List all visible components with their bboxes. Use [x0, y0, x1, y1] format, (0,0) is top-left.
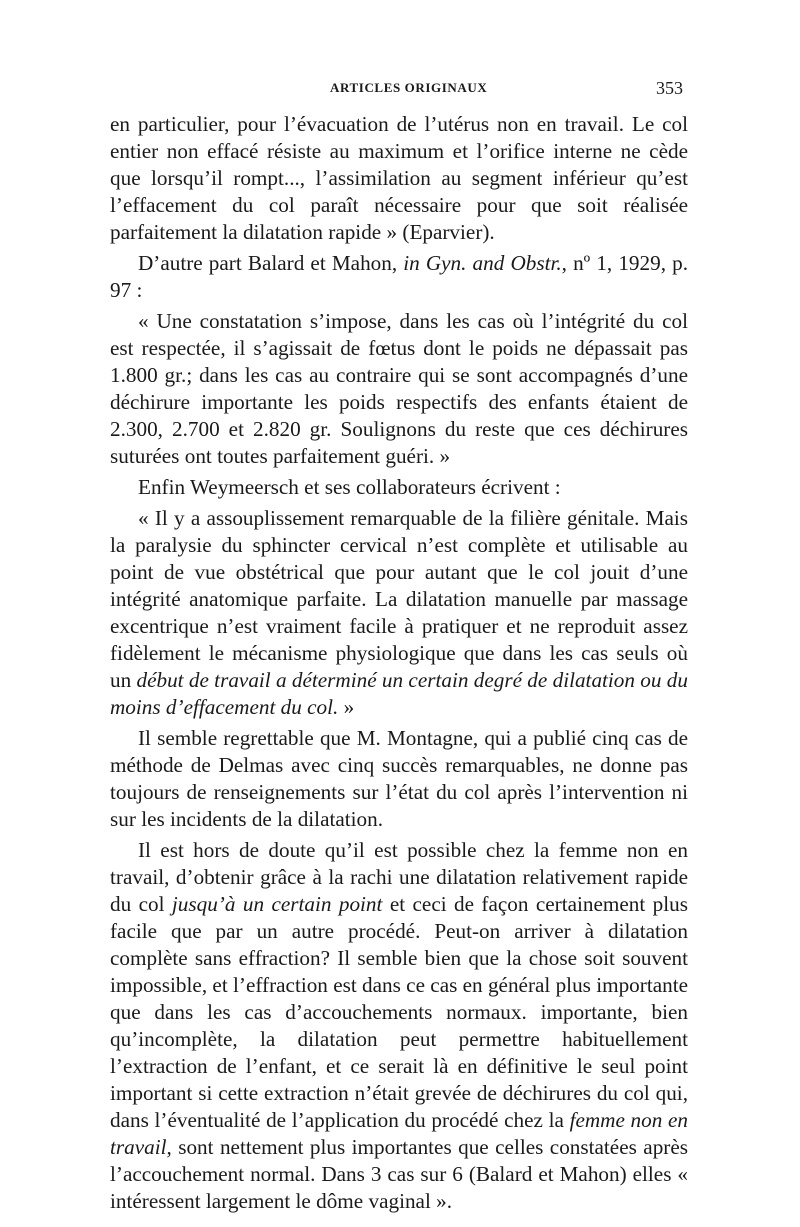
article-body: [110, 111, 688, 1219]
paragraph-text: en particulier, pour l’évacuation de l’utérus non en travail. Le col entier non effacé résiste au maximum et l’orifice interne ne cède que lorsqu’il rompt..., l’assimilation au segment inférieur qu’est l’effacement du col paraît nécessaire pour que soit réalisée parfaitement la dilatation rapide » (Eparvier).: [110, 112, 688, 244]
emphasized-text: jusqu’à un certain point: [171, 892, 383, 916]
paragraph-text: Il est hors de doute qu’il est possible chez la femme non en travail, d’obtenir grâce à la rachi une dilatation relativement rapide du col: [110, 838, 688, 916]
journal-reference: in Gyn. and Obstr.: [403, 251, 562, 275]
paragraph-continuation: [110, 111, 688, 246]
paragraph-text: , sont nettement plus importantes que celles constatées après l’accouchement normal. Dans 3 cas sur 6 (Balard et Mahon) elles « intéressent largement le dôme vaginal ».: [110, 1135, 688, 1213]
block-quote-weymeersch: [110, 505, 688, 721]
paragraph-conclusion: [110, 837, 688, 1215]
paragraph-citation-intro: [110, 250, 688, 304]
paragraph-weymeersch-intro: [110, 474, 688, 501]
paragraph-text: « Une constatation s’impose, dans les cas où l’intégrité du col est respectée, il s’agissait de fœtus dont le poids ne dépassait pas 1.800 gr.; dans les cas au contraire qui se sont accompagnés d’une déchirure importante les poids respectifs des enfants étaient de 2.300, 2.700 et 2.820 gr. Soulignons du reste que ces déchirures suturées ont toutes parfaitement guéri. »: [110, 309, 688, 468]
paragraph-text: et ceci de façon certainement plus facile que par un autre procédé. Peut-on arriver à dilatation complète sans effraction? Il semble bien que la chose soit souvent impossible, et l’effraction est dans ce cas en général plus importante que dans les cas d’accouchements normaux. importante, bien qu’incomplète, la dilatation peut permettre habituellement l’extraction de l’enfant, et ce serait là en définitive le seul point important si cette extraction n’était grevée de déchirures du col qui, dans l’éventualité de l’application du procédé chez la: [110, 892, 688, 1132]
block-quote-balard-mahon: [110, 308, 688, 470]
page-number: 353: [656, 78, 683, 98]
paragraph-text: »: [338, 695, 355, 719]
paragraph-text: Il semble regrettable que M. Montagne, qui a publié cinq cas de méthode de Delmas avec cinq succès remarquables, ne donne pas toujours de renseignements sur l’état du col après l’intervention ni sur les incidents de la dilatation.: [110, 726, 688, 831]
paragraph-text: , nº 1, 1929, p. 97 :: [110, 251, 689, 302]
paragraph-text: « Il y a assouplissement remarquable de la filière génitale. Mais la paralysie du sphincter cervical n’est complète et utilisable au point de vue obstétrical que pour autant que le col jouit d’une intégrité anatomique parfaite. La dilatation manuelle par massage excentrique n’est vraiment facile à pratiquer et ne reproduit assez fidèlement le mécanisme physiologique que dans les cas seuls où un: [110, 506, 688, 692]
running-title: ARTICLES ORIGINAUX: [330, 80, 488, 95]
emphasized-text: femme non en travail: [110, 1108, 688, 1159]
running-header: [0, 80, 800, 100]
paragraph-montagne: [110, 725, 688, 833]
paragraph-text: Enfin Weymeersch et ses collaborateurs écrivent :: [138, 475, 561, 499]
paragraph-text: D’autre part Balard et Mahon,: [138, 251, 404, 275]
emphasized-text: début de travail a déterminé un certain degré de dilatation ou du moins d’effacement du col.: [110, 668, 688, 719]
